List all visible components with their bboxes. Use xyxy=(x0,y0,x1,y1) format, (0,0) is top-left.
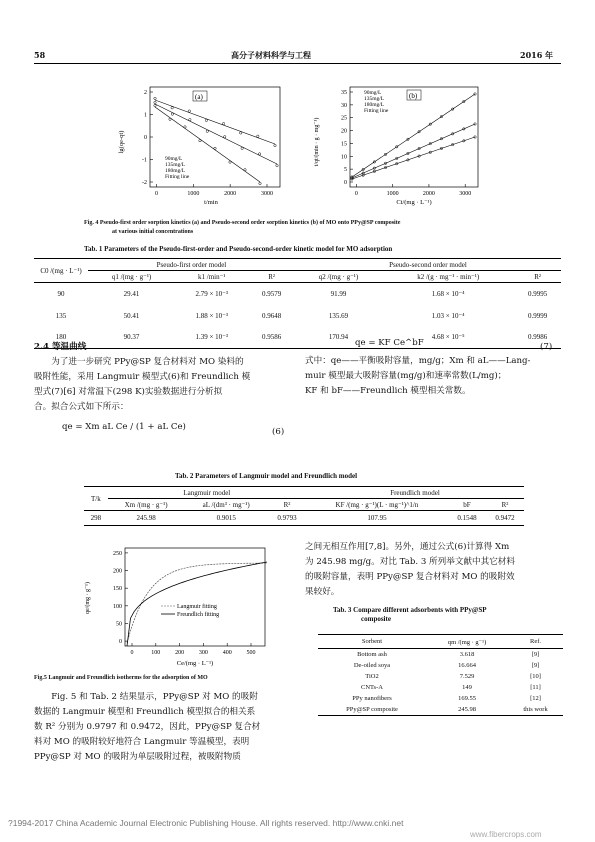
y-tick-label: 10 xyxy=(341,154,347,161)
y-tick-label: 150 xyxy=(113,586,122,593)
fig4a-legend-2: 135mg/L xyxy=(165,162,186,168)
fig4a-point xyxy=(206,130,208,132)
table-row: De-oiled soya 16.664 [9] xyxy=(353,662,540,669)
section-left xyxy=(34,340,289,415)
para-line: Fig. 5 和 Tab. 2 结果显示，PPy@SP 对 MO 的吸附 xyxy=(51,692,258,702)
y-tick-label: 0 xyxy=(119,639,122,646)
discussion-right xyxy=(305,540,563,600)
fig5-chart xyxy=(75,538,275,668)
tab3-title-line2: composite xyxy=(361,615,391,623)
equation-6: qe = Xm aL Ce / (1 + aL Ce) xyxy=(62,422,186,432)
tab1-h-q2: q2 /(mg · g⁻¹) xyxy=(318,272,359,281)
fig4a-point xyxy=(240,132,242,134)
y-tick-label: 15 xyxy=(341,141,347,148)
tab1-h-group1: Pseudo-first order model xyxy=(88,259,295,271)
table-row: Bottom ash 3.618 [9] xyxy=(357,651,540,658)
x-tick-label: 0 xyxy=(130,650,134,656)
fig4a-legend-1: 90mg/L xyxy=(165,156,183,162)
page-number: 58 xyxy=(34,50,46,60)
fig4a-point xyxy=(276,164,278,166)
equation-7: qe = KF Ce^bF xyxy=(355,338,424,348)
tab3-h-sorbent: Sorbent xyxy=(361,638,383,645)
table-row: CNTs-A 149 [11] xyxy=(361,684,541,691)
table-row: TiO2 7.529 [10] xyxy=(365,673,541,680)
fig4a-point xyxy=(274,144,276,146)
fig4a-point xyxy=(241,147,243,149)
fig5-caption: Fig.5 Langmuir and Freundlich isotherms for the adsorption of MO xyxy=(34,675,208,681)
y-tick-label: -1 xyxy=(142,157,147,164)
fig4b-fit-line xyxy=(352,124,475,178)
section-right xyxy=(305,354,563,399)
fig4a-point xyxy=(214,147,216,149)
fig4a-ylabel: lg(qe-qt) xyxy=(118,130,125,154)
fig4b-tag: (b) xyxy=(409,92,418,100)
tab2-h-xm: Xm /(mg · g⁻¹) xyxy=(124,500,168,509)
table-row: 298 245.98 0.9015 0.9793 107.95 0.1548 0.9472 xyxy=(90,514,515,522)
x-tick-label: 2000 xyxy=(422,191,435,197)
table-row: 90 29.41 2.79 × 10⁻³ 0.9579 91.99 1.68 × 10⁻⁴ 0.9995 xyxy=(57,289,548,298)
x-tick-label: 3000 xyxy=(459,191,472,197)
tab2-h-kf: KF /(mg · g⁻¹)(L · mg⁻¹)^1/n xyxy=(335,500,419,509)
tab2-table xyxy=(84,486,524,526)
fig4a-point xyxy=(169,118,171,120)
para-line: 吸附性能，采用 Langmuir 模型式(6)和 Freundlich 模 xyxy=(34,372,251,382)
fig4b-legend-1: 90mg/L xyxy=(364,90,382,96)
fig4b-ylabel: t/qt/(min · g · mg⁻¹) xyxy=(314,117,320,167)
para-line: 合。拟合公式如下所示： xyxy=(34,402,129,412)
x-tick-label: 1000 xyxy=(187,191,200,197)
fig5-ylabel: qe/(mg · g⁻¹) xyxy=(85,582,91,614)
fig4a-point xyxy=(154,104,156,106)
table-row: PPy nanofibers 169.55 [12] xyxy=(352,695,541,702)
tab3-title xyxy=(333,606,563,624)
tab2-h-r2: R² xyxy=(501,500,509,509)
fig4a-point xyxy=(154,101,156,103)
y-tick-label: 200 xyxy=(113,568,122,575)
tab1-h-r1: R² xyxy=(268,272,276,281)
fig4a-point xyxy=(171,113,173,115)
table-row: PPy@SP composite 245.98 this work xyxy=(346,706,548,713)
y-tick-label: 0 xyxy=(144,135,147,141)
para-line: KF 和 bF——Freundlich 模型相关常数。 xyxy=(305,386,471,396)
para-line: 数据的 Langmuir 模型和 Freundlich 模型拟合的相关系 xyxy=(34,707,256,717)
x-tick-label: 400 xyxy=(222,650,232,656)
x-tick-label: 500 xyxy=(246,650,256,656)
x-tick-label: 0 xyxy=(354,191,358,197)
fig4a-chart xyxy=(115,82,285,207)
fig4a-point xyxy=(224,136,226,138)
tab3-h-ref: Ref. xyxy=(530,638,542,645)
x-tick-label: 1000 xyxy=(386,191,399,197)
y-tick-label: 100 xyxy=(113,603,122,610)
fig4-caption-line2: at various initial concentrations xyxy=(112,229,194,235)
fig4a-xlabel: t/min xyxy=(204,199,218,206)
y-tick-label: 50 xyxy=(116,621,122,628)
fig4a-point xyxy=(188,110,190,112)
x-tick-label: 200 xyxy=(175,650,185,656)
header-rule xyxy=(34,63,561,64)
equation-6-number: (6) xyxy=(272,427,285,437)
fig4a-point xyxy=(184,126,186,128)
fig4b-legend-2: 135mg/L xyxy=(364,96,385,102)
y-tick-label: 0 xyxy=(344,180,347,186)
fig4a-tag: (a) xyxy=(195,93,203,101)
equation-7-number: (7) xyxy=(540,342,553,352)
para-line: 式中：qe——平衡吸附容量，mg/g；Xm 和 aL——Lang- xyxy=(305,356,531,366)
y-tick-label: 25 xyxy=(341,115,347,122)
tab1-h-r2: R² xyxy=(534,272,542,281)
section-heading: 2.4 等温曲线 xyxy=(34,342,87,352)
para-line: 为 245.98 mg/g。对比 Tab. 3 所列举文献中其它材料 xyxy=(305,557,515,567)
fig4a-fit-line xyxy=(155,100,275,144)
fig4b-xlabel: Ct/(mg · L⁻¹) xyxy=(396,199,432,206)
fig4a-legend-3: 180mg/L xyxy=(165,168,186,174)
y-tick-label: 250 xyxy=(113,550,122,557)
tab2-h-r1: R² xyxy=(283,500,291,509)
fig4b-legend-4: Fitting line xyxy=(364,108,389,114)
tab2-h-g1: Langmuir model xyxy=(108,487,306,499)
x-tick-label: 300 xyxy=(198,650,208,656)
para-line: 料对 MO 的吸附较好地符合 Langmuir 等温模型，表明 xyxy=(34,737,250,747)
fig4a-point xyxy=(222,122,224,124)
y-tick-label: 30 xyxy=(341,102,347,109)
fig5-legend-freundlich: Freundlich fitting xyxy=(177,612,220,618)
year: 2016 年 xyxy=(520,50,554,60)
fig4a-legend xyxy=(165,156,190,180)
fig4b-legend xyxy=(364,90,389,114)
y-tick-label: 1 xyxy=(144,112,147,119)
tab2-title: Tab. 2 Parameters of Langmuir model and Freundlich model xyxy=(175,472,358,480)
fig4a-point xyxy=(229,161,231,163)
para-line: 的吸附容量，表明 PPy@SP 复合材料对 MO 的吸附效 xyxy=(305,572,515,582)
y-tick-label: 35 xyxy=(341,90,347,96)
table-row: 180 90.37 1.39 × 10⁻³ 0.9586 170.94 4.68 × 10⁻⁵ 0.9986 xyxy=(55,333,548,342)
tab1-title: Tab. 1 Parameters of the Pseudo-first-order and Pseudo-second-order kinetic model for MO adsorption xyxy=(84,245,393,253)
journal-title: 高分子材料科学与工程 xyxy=(231,50,311,60)
fig4-caption-line1: Fig. 4 Pseudo-first order sorption kinetics (a) and Pseudo-second order sorption kinetics (b) of MO onto PPy@SP composite xyxy=(84,220,401,226)
y-tick-label: -2 xyxy=(142,180,147,186)
para-line: 之间无相互作用[7,8]。另外，通过公式(6)计算得 Xm xyxy=(305,542,510,552)
para-line: 型式(7)[6] 对常温下(298 K)实验数据进行分析拟 xyxy=(34,387,223,397)
fig4a-point xyxy=(257,135,259,137)
tab1-h-k1: k1 /min⁻¹ xyxy=(198,272,226,281)
tab2-h-t: T/k xyxy=(90,494,101,503)
y-tick-label: 2 xyxy=(144,90,147,96)
footer-copyright: ?1994-2017 China Academic Journal Electronic Publishing House. All rights reserved. http://www.cnki.net xyxy=(8,818,404,828)
footer-watermark: www.fibercrops.com xyxy=(470,830,542,839)
tab3-title-line1: Tab. 3 Compare different adsorbents with PPy@SP xyxy=(333,606,487,614)
tab2-h-al: aL /(dm³ · mg⁻¹) xyxy=(202,500,250,509)
fig4a-point xyxy=(171,107,173,109)
para-line: PPy@SP 对 MO 的吸附为单层吸附过程，被吸附物质 xyxy=(34,752,241,762)
fig4a-point xyxy=(258,153,260,155)
fig4a-legend-4: Fitting line xyxy=(165,174,190,180)
x-tick-label: 3000 xyxy=(261,191,273,197)
para-line: 数 R² 分别为 0.9797 和 0.9472，因此，PPy@SP 复合材 xyxy=(34,722,261,732)
fig4a-point xyxy=(154,97,156,99)
fig5-frame xyxy=(125,548,265,646)
discussion-left xyxy=(34,690,292,765)
fig4a-point xyxy=(189,118,191,120)
fig4b-fit-line xyxy=(352,137,475,179)
tab2-h-bf: bF xyxy=(463,500,471,509)
fig4a-point xyxy=(244,169,246,171)
tab1-h-q1: q1 /(mg · g⁻¹) xyxy=(111,272,152,281)
x-tick-label: 0 xyxy=(155,191,158,197)
y-tick-label: 5 xyxy=(344,167,347,174)
para-line: muir 模型最大吸附容量(mg/g)和速率常数(L/mg)； xyxy=(305,371,507,381)
tab1-h-c0: C0 /(mg · L⁻¹) xyxy=(40,266,82,275)
fig4a-point xyxy=(199,139,201,141)
tab1-table xyxy=(34,258,561,349)
fig4b-chart xyxy=(310,82,485,207)
fig4a-point xyxy=(259,182,261,184)
x-tick-label: 2000 xyxy=(224,191,237,197)
fig4a-point xyxy=(205,119,207,121)
fig4b-legend-3: 180mg/L xyxy=(364,102,385,108)
para-line: 果较好。 xyxy=(305,587,340,597)
fig5-xlabel: Ce/(mg · L⁻¹) xyxy=(176,660,214,667)
tab3-h-q: qm /(mg · g⁻¹) xyxy=(447,638,487,646)
y-tick-label: 20 xyxy=(341,128,347,135)
para-line: 为了进一步研究 PPy@SP 复合材料对 MO 染料的 xyxy=(51,357,244,367)
tab1-h-k2: k2 /(g · mg⁻¹ · min⁻¹) xyxy=(417,272,480,281)
tab2-h-g2: Freundlich model xyxy=(306,487,524,499)
fig4-caption xyxy=(84,219,544,237)
tab3-table xyxy=(318,634,563,716)
table-row: 135 50.41 1.88 × 10⁻³ 0.9648 135.69 1.03 × 10⁻⁴ 0.9999 xyxy=(55,311,548,320)
tab1-h-group2: Pseudo-second order model xyxy=(295,259,561,271)
fig5-legend-langmuir: Langmuir fitting xyxy=(177,604,217,610)
x-tick-label: 100 xyxy=(151,650,161,656)
